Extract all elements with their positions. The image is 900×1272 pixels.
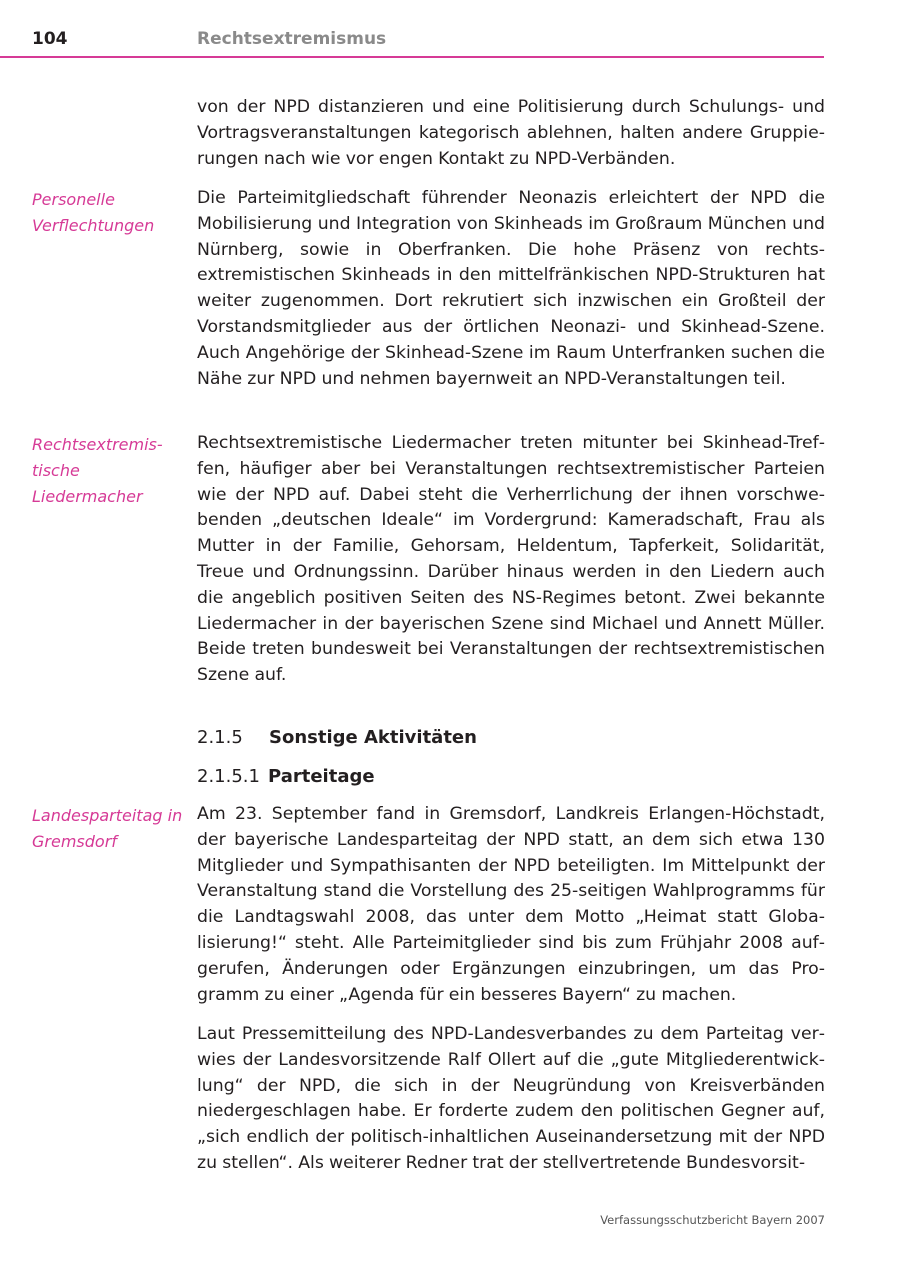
marginal-personelle-verflechtungen: Personelle Verflechtungen: [32, 190, 155, 235]
marginal-landesparteitag: Landesparteitag in Gremsdorf: [32, 806, 183, 851]
subsection-number: 2.1.5.1: [197, 766, 260, 787]
section-heading-2-1-5: [197, 727, 477, 748]
section-number: 2.1.5: [197, 727, 243, 748]
paragraph-liedermacher: Rechtsextremistische Liedermacher treten mitunter bei Skinhead-Treffen, häufiger aber bei Veranstaltungen rechtsextremistischer Parteien wie der NPD auf. Dabei steht die Verherrlichung der ihnen vorschwebenden „deutschen Ideale“ im Vordergrund: Kameradschaft, Frau als Mutter in der Familie, Gehorsam, Heldentum, Tapferkeit, Solidarität, Treue und Ordnungssinn. Darüber hinaus werden in den Liedern auch die angeblich positiven Seiten des NS-Regimes betont. Zwei bekannte Liedermacher in der bayerischen Szene sind Michael und Annett Müller. Beide treten bundesweit bei Veranstaltungen der rechtsextremistischen Szene auf.: [197, 433, 825, 686]
paragraph-pressemitteilung: Laut Pressemitteilung des NPD-Landesverbandes zu dem Parteitag verwies der Landesvorsitzende Ralf Ollert auf die „gute Mitgliederentwicklung“ der NPD, die sich in der Neugründung von Kreisverbänden niedergeschlagen habe. Er forderte zudem den politischen Gegner auf, „sich endlich der politisch-inhaltlichen Auseinandersetzung mit der NPD zu stellen“. Als weiterer Redner trat der stellvertretende Bundesvorsit-: [197, 1024, 825, 1173]
page-footer: Verfassungsschutzbericht Bayern 2007: [600, 1213, 825, 1227]
subsection-title: Parteitage: [268, 766, 375, 787]
paragraph-landesparteitag: Am 23. September fand in Gremsdorf, Landkreis Erlangen-Höchstadt, der bayerische Landesparteitag der NPD statt, an dem sich etwa 130 Mitglieder und Sympathisanten der NPD beteiligten. Im Mittelpunkt der Veranstaltung stand die Vorstellung des 25-seitigen Wahlprogramms für die Landtagswahl 2008, das unter dem Motto „Heimat statt Globalisierung!“ steht. Alle Parteimitglieder sind bis zum Frühjahr 2008 aufgerufen, Änderungen oder Ergänzungen einzubringen, um das Programm zu einer „Agenda für ein besseres Bayern“ zu machen.: [197, 804, 825, 1005]
section-title: Sonstige Aktivitäten: [269, 727, 477, 748]
chapter-title: Rechtsextremismus: [197, 29, 387, 49]
page-header: [0, 26, 824, 58]
marginal-liedermacher: Rechtsextremis-tische Liedermacher: [32, 435, 163, 506]
page-number: 104: [32, 29, 68, 49]
paragraph-personelle-verflechtungen: Die Parteimitgliedschaft führender Neonazis erleichtert der NPD die Mobilisierung und Integration von Skinheads im Großraum München und Nürnberg, sowie in Oberfranken. Die hohe Präsenz von rechtsextremistischen Skinheads in den mittelfränkischen NPD-Strukturen hat weiter zugenommen. Dort rekrutiert sich inzwischen ein Großteil der Vorstandsmitglieder aus der örtlichen Neonazi- und Skinhead-Szene. Auch Angehörige der Skinhead-Szene im Raum Unterfranken suchen die Nähe zur NPD und nehmen bayernweit an NPD-Veranstaltungen teil.: [197, 188, 825, 389]
paragraph-intro: von der NPD distanzieren und eine Politisierung durch Schulungs- und Vortragsveranstaltungen kategorisch ablehnen, halten andere Gruppierungen nach wie vor engen Kontakt zu NPD-Verbänden.: [197, 97, 825, 169]
section-heading-2-1-5-1: [197, 766, 375, 787]
